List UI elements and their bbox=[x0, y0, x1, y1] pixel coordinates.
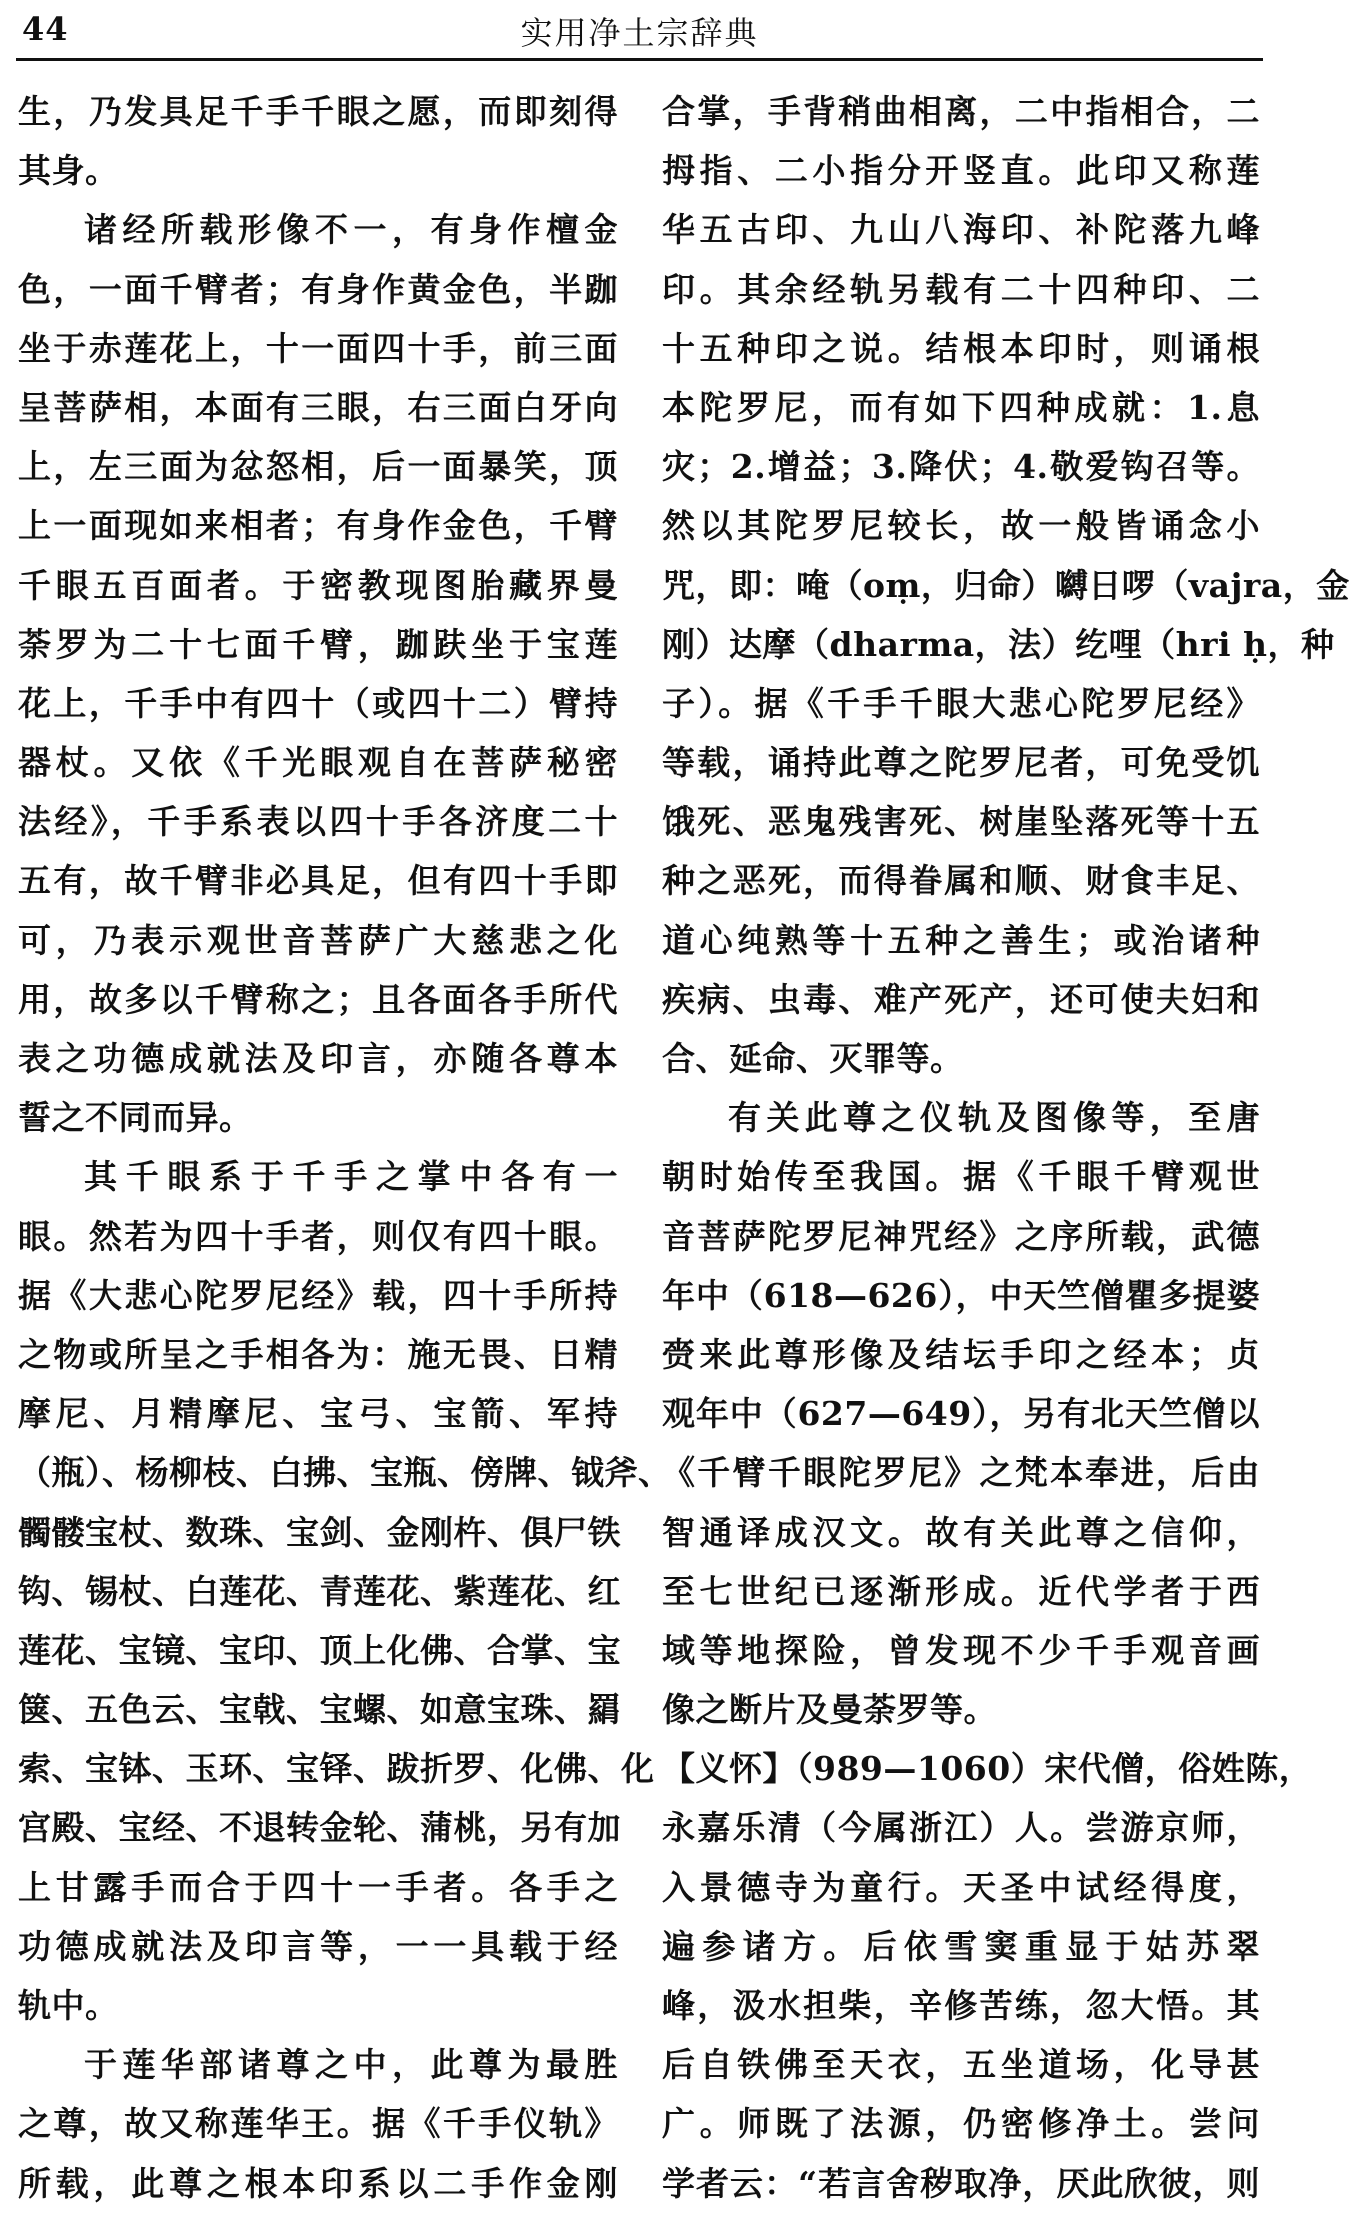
text-line: 五有，故千臂非必具足，但有四十手即 bbox=[18, 861, 618, 901]
text-line: （瓶）、杨柳枝、白拂、宝瓶、傍牌、钺斧、 bbox=[18, 1453, 672, 1493]
text-line: 广。师既了法源，仍密修净土。尝问 bbox=[662, 2104, 1260, 2144]
text-line: 后自铁佛至天衣，五坐道场，化导甚 bbox=[662, 2045, 1260, 2085]
header-rule bbox=[16, 58, 1263, 61]
text-line: 宫殿、宝经、不退转金轮、蒲桃，另有加 bbox=[18, 1808, 621, 1848]
text-line: 智通译成汉文。故有关此尊之信仰， bbox=[662, 1512, 1260, 1552]
text-line: 眼。然若为四十手者，则仅有四十眼。 bbox=[18, 1216, 618, 1256]
running-title: 实用净土宗辞典 bbox=[520, 14, 759, 52]
text-line: 永嘉乐清（今属浙江）人。尝游京师， bbox=[662, 1808, 1260, 1848]
text-line: 学者云：“若言舍秽取净，厌此欣彼，则 bbox=[662, 2163, 1260, 2203]
text-line: 据《大悲心陀罗尼经》载，四十手所持 bbox=[18, 1275, 618, 1315]
text-line: 种之恶死，而得眷属和顺、财食丰足、 bbox=[662, 861, 1260, 901]
text-line: 【义怀】（989—1060）宋代僧，俗姓陈， bbox=[662, 1749, 1313, 1789]
text-line: 表之功德成就法及印言，亦随各尊本 bbox=[18, 1039, 618, 1078]
text-line: 器杖。又依《千光眼观自在菩萨秘密 bbox=[18, 743, 618, 783]
page-header bbox=[0, 0, 1279, 78]
text-line: 道心纯熟等十五种之善生；或治诸种 bbox=[662, 920, 1260, 960]
text-line: 用，故多以千臂称之；且各面各手所代 bbox=[18, 979, 618, 1019]
text-line: 子）。据《千手千眼大悲心陀罗尼经》 bbox=[662, 683, 1260, 723]
text-line: 观年中（627—649），另有北天竺僧以 bbox=[662, 1394, 1260, 1434]
text-line: 等载，诵持此尊之陀罗尼者，可免受饥 bbox=[662, 743, 1260, 783]
text-line: 于莲华部诸尊之中，此尊为最胜 bbox=[84, 2045, 618, 2085]
text-line: 箧、五色云、宝戟、宝螺、如意宝珠、羂 bbox=[18, 1690, 621, 1730]
page-number: 44 bbox=[22, 10, 69, 48]
text-line: 钩、锡杖、白莲花、青莲花、紫莲花、红 bbox=[18, 1571, 621, 1611]
text-line: 荼罗为二十七面千臂，跏趺坐于宝莲 bbox=[18, 624, 618, 664]
text-line: 花上，千手中有四十（或四十二）臂持 bbox=[18, 683, 618, 723]
text-line: 饿死、恶鬼残害死、树崖坠落死等十五 bbox=[662, 802, 1260, 842]
text-line: 域等地探险，曾发现不少千手观音画 bbox=[662, 1630, 1260, 1670]
text-line: 色，一面千臂者；有身作黄金色，半跏 bbox=[18, 269, 618, 309]
text-line: 至七世纪已逐渐形成。近代学者于西 bbox=[662, 1571, 1260, 1611]
text-line: 赍来此尊形像及结坛手印之经本；贞 bbox=[662, 1334, 1260, 1374]
text-line: 然以其陀罗尼较长，故一般皆诵念小 bbox=[662, 506, 1260, 546]
text-line: 像之断片及曼荼罗等。 bbox=[662, 1690, 997, 1730]
text-line: 年中（618—626），中天竺僧瞿多提婆 bbox=[662, 1275, 1260, 1315]
text-line: 誓之不同而异。 bbox=[18, 1098, 253, 1138]
text-line: 印。其余经轨另载有二十四种印、二 bbox=[662, 269, 1260, 309]
text-line: 灾；2.增益；3.降伏；4.敬爱钩召等。 bbox=[662, 447, 1260, 487]
text-line: 功德成就法及印言等，一一具载于经 bbox=[18, 1926, 618, 1966]
text-line: 诸经所载形像不一，有身作檀金 bbox=[84, 210, 618, 250]
text-line: 索、宝钵、玉环、宝铎、跋折罗、化佛、化 bbox=[18, 1749, 655, 1789]
text-line: 合掌，手背稍曲相离，二中指相合，二 bbox=[662, 92, 1260, 131]
text-line: 遍参诸方。后依雪窦重显于姑苏翠 bbox=[662, 1926, 1260, 1966]
text-line: 莲花、宝镜、宝印、顶上化佛、合掌、宝 bbox=[18, 1630, 621, 1670]
text-line: 可，乃表示观世音菩萨广大慈悲之化 bbox=[18, 920, 618, 960]
text-line: 咒，即：唵（oṃ，归命）嚩日啰（vajra，金 bbox=[662, 565, 1350, 605]
text-line: 有关此尊之仪轨及图像等，至唐 bbox=[728, 1098, 1260, 1138]
text-line: 上一面现如来相者；有身作金色，千臂 bbox=[18, 506, 618, 546]
text-line: 法经》，千手系表以四十手各济度二十 bbox=[18, 802, 618, 842]
text-line: 十五种印之说。结根本印时，则诵根 bbox=[662, 328, 1260, 368]
text-line: 坐于赤莲花上，十一面四十手，前三面 bbox=[18, 328, 618, 368]
text-line: 其千眼系于千手之掌中各有一 bbox=[84, 1157, 618, 1197]
text-line: 轨中。 bbox=[18, 1986, 119, 2025]
text-line: 拇指、二小指分开竖直。此印又称莲 bbox=[662, 151, 1260, 191]
text-line: 上，左三面为忿怒相，后一面暴笑，顶 bbox=[18, 447, 618, 487]
text-line: 摩尼、月精摩尼、宝弓、宝箭、军持 bbox=[18, 1394, 618, 1434]
text-line: 其身。 bbox=[18, 151, 119, 191]
text-line: 生，乃发具足千手千眼之愿，而即刻得 bbox=[18, 92, 618, 131]
text-line: 《千臂千眼陀罗尼》之梵本奉进，后由 bbox=[662, 1453, 1260, 1493]
text-line: 疾病、虫毒、难产死产，还可使夫妇和 bbox=[662, 979, 1260, 1019]
text-line: 本陀罗尼，而有如下四种成就：1.息 bbox=[662, 387, 1260, 427]
text-line: 刚）达摩（dharma，法）纥哩（hri ḥ，种 bbox=[662, 624, 1335, 664]
text-line: 千眼五百面者。于密教现图胎藏界曼 bbox=[18, 565, 618, 605]
text-line: 朝时始传至我国。据《千眼千臂观世 bbox=[662, 1157, 1260, 1197]
text-line: 之物或所呈之手相各为：施无畏、日精 bbox=[18, 1334, 618, 1374]
text-line: 合、延命、灭罪等。 bbox=[662, 1039, 964, 1078]
right-column bbox=[662, 82, 1350, 2213]
text-line: 上甘露手而合于四十一手者。各手之 bbox=[18, 1867, 618, 1907]
text-line: 髑髅宝杖、数珠、宝剑、金刚杵、俱尸铁 bbox=[18, 1512, 621, 1552]
text-line: 所载，此尊之根本印系以二手作金刚 bbox=[18, 2163, 618, 2203]
text-line: 入景德寺为童行。天圣中试经得度， bbox=[662, 1867, 1260, 1907]
text-line: 华五古印、九山八海印、补陀落九峰 bbox=[662, 210, 1260, 250]
left-column bbox=[18, 82, 672, 2213]
text-line: 呈菩萨相，本面有三眼，右三面白牙向 bbox=[18, 387, 618, 427]
text-line: 峰，汲水担柴，辛修苦练，忽大悟。其 bbox=[662, 1986, 1260, 2025]
text-line: 音菩萨陀罗尼神咒经》之序所载，武德 bbox=[662, 1216, 1260, 1256]
text-line: 之尊，故又称莲华王。据《千手仪轨》 bbox=[18, 2104, 618, 2144]
